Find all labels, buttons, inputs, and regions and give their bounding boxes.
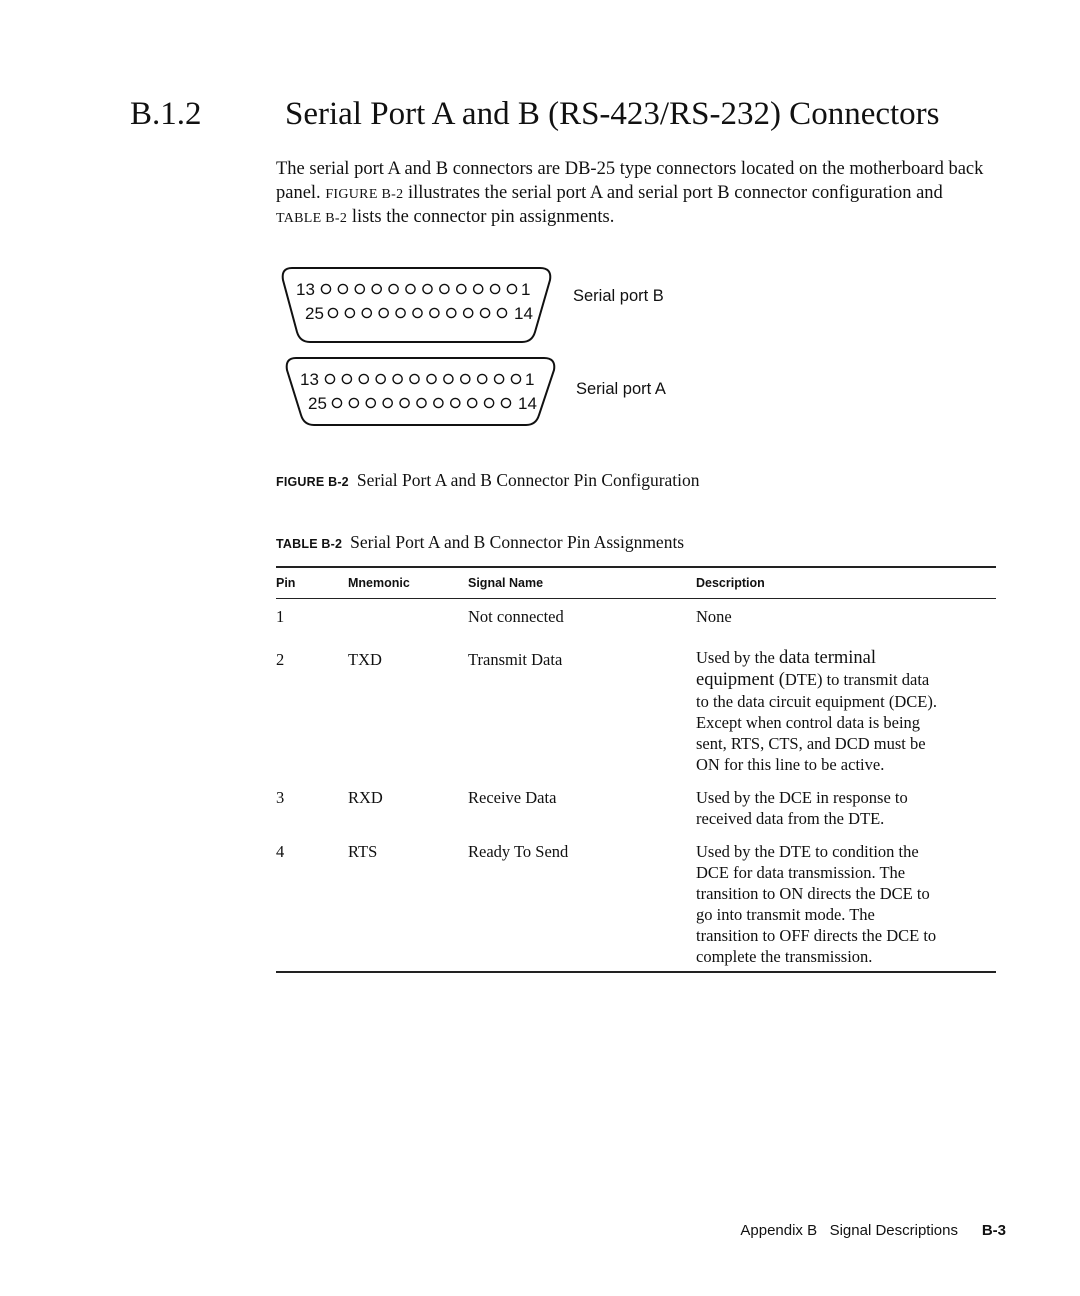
port-a-top-pin-hole xyxy=(376,374,385,383)
row2-description xyxy=(696,647,937,775)
serial-port-b-label: Serial port B xyxy=(573,287,664,305)
table-caption-text: Serial Port A and B Connector Pin Assignments xyxy=(350,532,685,552)
port-a-bottom-pin-hole xyxy=(366,398,375,407)
row2-mnemonic: TXD xyxy=(348,650,382,669)
port-a-top-pin-hole xyxy=(511,374,520,383)
row3-description-line: received data from the DTE. xyxy=(696,809,885,828)
header-mnemonic: Mnemonic xyxy=(348,576,410,590)
port-b-bottom-pin-hole xyxy=(497,308,506,317)
row2-description-line: sent, RTS, CTS, and DCD must be xyxy=(696,734,926,753)
port-a-bottom-pin-hole xyxy=(417,398,426,407)
serial-port-a-connector xyxy=(287,358,555,425)
port-a-top-pin-hole xyxy=(461,374,470,383)
table-ref-link[interactable]: B-2 xyxy=(321,211,348,226)
serial-port-a-pins xyxy=(325,374,520,407)
row1-description-line: None xyxy=(696,607,732,626)
row1-signal: Not connected xyxy=(468,607,564,626)
serial-port-b-pins xyxy=(321,284,516,317)
port-a-pin-14-label: 14 xyxy=(518,394,537,413)
port-a-bottom-pin-hole xyxy=(501,398,510,407)
port-a-top-pin-hole xyxy=(393,374,402,383)
row4-description-line: DCE for data transmission. The xyxy=(696,863,906,882)
port-a-bottom-pin-hole xyxy=(332,398,341,407)
port-b-top-pin-hole xyxy=(406,284,415,293)
port-a-bottom-pin-hole xyxy=(383,398,392,407)
table-caption xyxy=(276,532,684,553)
port-b-top-pin-hole xyxy=(457,284,466,293)
figure-caption-text: Serial Port A and B Connector Pin Configuration xyxy=(356,470,700,490)
port-a-top-pin-hole xyxy=(359,374,368,383)
row2-description-line: Except when control data is being xyxy=(696,713,921,732)
port-a-top-pin-hole xyxy=(427,374,436,383)
row2-description-line xyxy=(696,647,937,669)
row4-mnemonic: RTS xyxy=(348,842,378,861)
port-b-pin-14-label: 14 xyxy=(514,304,533,323)
port-b-bottom-pin-hole xyxy=(345,308,354,317)
row4-signal: Ready To Send xyxy=(468,842,569,861)
row4-description-line: complete the transmission. xyxy=(696,947,873,966)
port-a-bottom-pin-hole xyxy=(434,398,443,407)
port-b-top-pin-hole xyxy=(474,284,483,293)
port-b-bottom-pin-hole xyxy=(430,308,439,317)
row3-mnemonic: RXD xyxy=(348,788,383,807)
section-number: B.1.2 xyxy=(130,96,202,132)
table-header-rule xyxy=(276,598,996,599)
row1-description xyxy=(696,606,732,627)
row3-description xyxy=(696,787,908,829)
row2-desc-d: DTE) to transmit data xyxy=(784,670,930,689)
intro-text-2: illustrates the serial port A and serial port B connector configuration and xyxy=(403,182,943,203)
port-b-bottom-pin-hole xyxy=(464,308,473,317)
row3-signal: Receive Data xyxy=(468,788,557,807)
port-a-bottom-pin-hole xyxy=(349,398,358,407)
port-a-top-pin-hole xyxy=(325,374,334,383)
port-b-top-pin-hole xyxy=(389,284,398,293)
port-a-top-pin-hole xyxy=(478,374,487,383)
row2-desc-a: Used by the xyxy=(696,648,779,667)
footer-page-number: B-3 xyxy=(981,1222,1006,1239)
intro-text-3: lists the connector pin assignments. xyxy=(347,207,615,227)
port-a-bottom-pin-hole xyxy=(400,398,409,407)
port-b-pin-13-label: 13 xyxy=(296,280,315,299)
port-b-bottom-pin-hole xyxy=(328,308,337,317)
figure-caption-tag: FIGURE B-2 xyxy=(276,475,349,489)
port-a-bottom-pin-hole xyxy=(451,398,460,407)
header-signal-name: Signal Name xyxy=(468,576,544,590)
port-a-pin-1-label: 1 xyxy=(525,370,535,389)
port-b-bottom-pin-hole xyxy=(413,308,422,317)
table-bottom-rule xyxy=(276,971,996,973)
port-b-top-pin-hole xyxy=(355,284,364,293)
port-a-top-pin-hole xyxy=(342,374,351,383)
footer-appendix-title: Appendix B Signal Descriptions xyxy=(740,1222,958,1239)
port-b-pin-25-label: 25 xyxy=(305,304,324,323)
port-a-pin-13-label: 13 xyxy=(300,370,319,389)
row4-description-line: go into transmit mode. The xyxy=(696,905,875,924)
page-footer xyxy=(0,1222,1080,1246)
row1-pin: 1 xyxy=(276,607,285,626)
port-a-pin-25-label: 25 xyxy=(308,394,327,413)
port-b-bottom-pin-hole xyxy=(362,308,371,317)
port-b-bottom-pin-hole xyxy=(379,308,388,317)
connector-drawing xyxy=(0,0,1080,440)
port-b-bottom-pin-hole xyxy=(447,308,456,317)
row2-description-line: to the data circuit equipment (DCE). xyxy=(696,692,938,711)
port-b-top-pin-hole xyxy=(338,284,347,293)
row2-pin: 2 xyxy=(276,650,285,669)
intro-text-1: The serial port A and B connectors are DB-25 type connectors located on the motherboard back panel. xyxy=(276,159,984,203)
row3-pin: 3 xyxy=(276,788,285,807)
row2-desc-c: equipment ( xyxy=(696,670,785,690)
port-b-top-pin-hole xyxy=(321,284,330,293)
section-title: Serial Port A and B (RS-423/RS-232) Connectors xyxy=(285,96,940,132)
port-b-top-pin-hole xyxy=(507,284,516,293)
connector-figure xyxy=(0,0,1080,440)
row4-description-line: transition to ON directs the DCE to xyxy=(696,884,930,903)
port-b-top-pin-hole xyxy=(372,284,381,293)
table-word: TABLE xyxy=(276,211,322,226)
row4-pin: 4 xyxy=(276,842,285,861)
row2-signal: Transmit Data xyxy=(468,650,563,669)
header-pin: Pin xyxy=(276,576,296,590)
serial-port-a-label: Serial port A xyxy=(576,380,666,398)
port-a-top-pin-hole xyxy=(495,374,504,383)
row2-description-line xyxy=(696,669,937,691)
figure-caption xyxy=(276,470,700,491)
table-caption-tag: TABLE B-2 xyxy=(276,537,343,551)
figure-word: FIGURE xyxy=(325,186,378,202)
row3-description-line: Used by the DCE in response to xyxy=(696,788,908,807)
row2-description-line: ON for this line to be active. xyxy=(696,755,885,774)
port-b-top-pin-hole xyxy=(423,284,432,293)
row4-description xyxy=(696,841,936,967)
figure-ref-link[interactable]: B-2 xyxy=(377,186,404,202)
port-a-bottom-pin-hole xyxy=(485,398,494,407)
row4-description-line: transition to OFF directs the DCE to xyxy=(696,926,937,945)
port-b-bottom-pin-hole xyxy=(481,308,490,317)
port-a-bottom-pin-hole xyxy=(468,398,477,407)
port-b-bottom-pin-hole xyxy=(396,308,405,317)
table-top-rule xyxy=(276,566,996,568)
header-description: Description xyxy=(696,576,765,590)
port-b-top-pin-hole xyxy=(491,284,500,293)
port-a-top-pin-hole xyxy=(410,374,419,383)
port-b-pin-1-label: 1 xyxy=(521,280,531,299)
row2-desc-b: data terminal xyxy=(778,648,877,668)
port-a-top-pin-hole xyxy=(444,374,453,383)
port-b-top-pin-hole xyxy=(440,284,449,293)
row4-description-line: Used by the DTE to condition the xyxy=(696,842,919,861)
